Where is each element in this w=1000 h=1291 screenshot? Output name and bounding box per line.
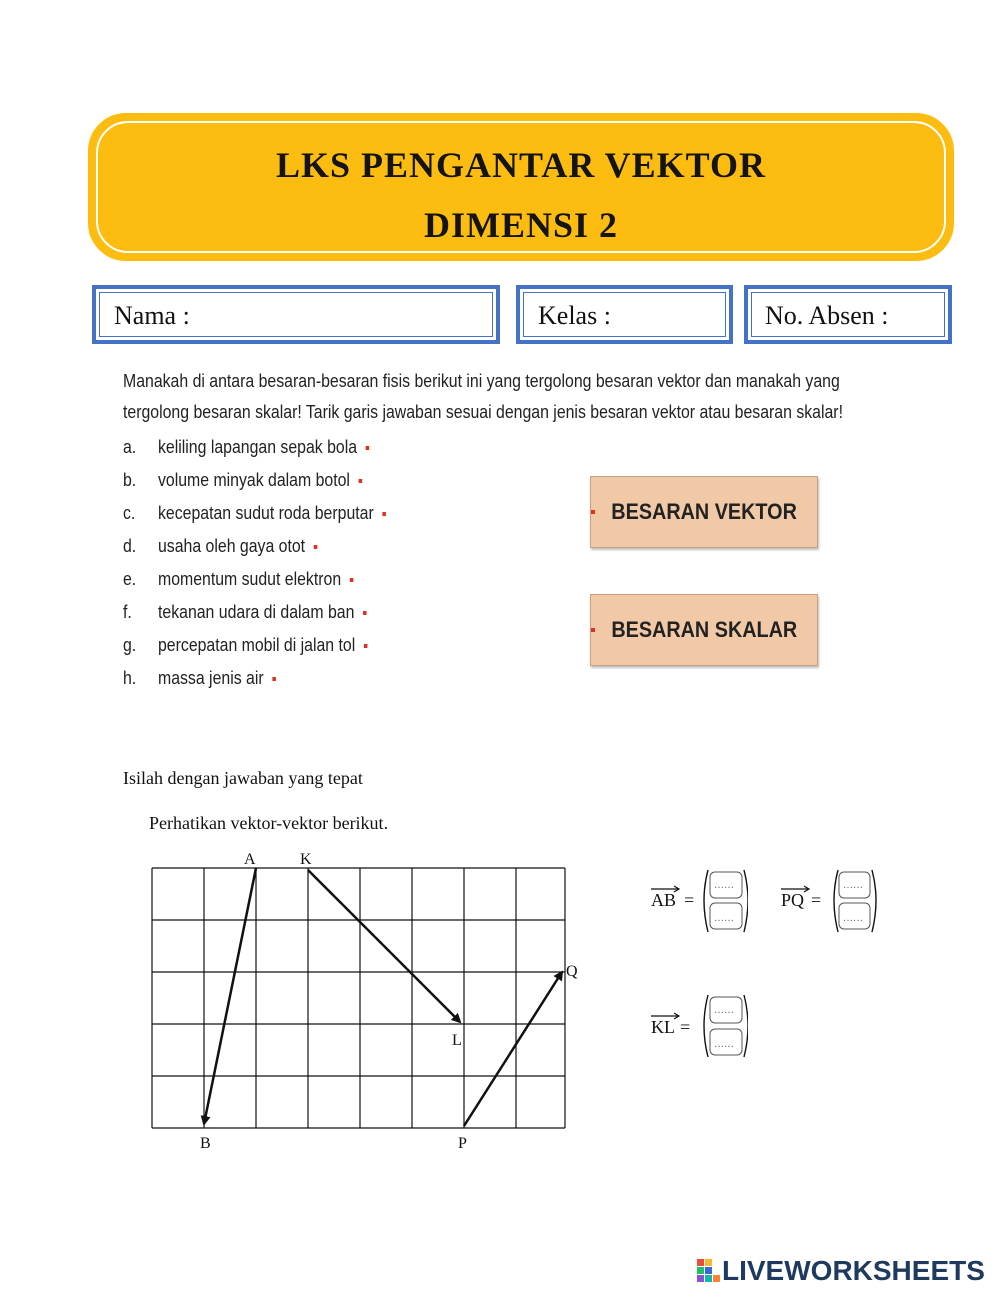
list-item: e. momentum sudut elektron [0, 569, 560, 597]
svg-text:=: = [680, 1017, 691, 1037]
class-field[interactable] [516, 285, 733, 344]
match-dot[interactable] [383, 512, 387, 516]
vector-ab-arrow [204, 868, 256, 1124]
match-dot[interactable] [591, 510, 595, 514]
name-label: Nama : [114, 301, 190, 330]
absen-field[interactable] [744, 285, 952, 344]
svg-text:=: = [811, 890, 822, 910]
match-dot[interactable] [363, 611, 367, 615]
svg-text:……: …… [843, 880, 863, 891]
vector-pq-label: PQ [781, 890, 805, 910]
instruction-line-1: Manakah di antara besaran-besaran fisis berikut ini yang tergolong besaran vektor dan manakah yang [123, 371, 840, 391]
name-field[interactable] [92, 285, 500, 344]
list-item: f. tekanan udara di dalam ban [0, 602, 560, 630]
instruction-line-2: tergolong besaran skalar! Tarik garis jawaban sesuai dengan jenis besaran vektor atau besaran skalar! [123, 402, 843, 422]
point-q-label: Q [566, 963, 578, 980]
list-item: h. massa jenis air [0, 668, 560, 696]
grid-lines [152, 868, 565, 1128]
kl-y-input[interactable] [710, 1029, 742, 1055]
list-item: b. volume minyak dalam botol [0, 470, 560, 498]
kl-x-input[interactable] [710, 997, 742, 1023]
vector-grid-diagram [140, 848, 600, 1158]
target-besaran-vektor[interactable] [590, 476, 818, 548]
target-besaran-skalar[interactable] [590, 594, 818, 666]
svg-text:……: …… [714, 1039, 734, 1050]
vector-kl-label: KL [651, 1017, 675, 1037]
svg-text:……: …… [714, 913, 734, 924]
liveworksheets-logo-icon [696, 1258, 722, 1284]
match-dot[interactable] [364, 644, 368, 648]
ab-y-input[interactable] [710, 903, 742, 929]
vector-kl-arrow [308, 870, 460, 1022]
svg-text:……: …… [714, 880, 734, 891]
match-dot[interactable] [350, 578, 354, 582]
vector-ab-label: AB [651, 890, 677, 910]
point-k-label: K [300, 851, 312, 868]
list-item: c. kecepatan sudut roda berputar [0, 503, 560, 531]
title-line-1: LKS PENGANTAR VEKTOR [275, 145, 767, 185]
title-line-2: DIMENSI 2 [423, 205, 619, 245]
point-b-label: B [200, 1135, 211, 1152]
list-item: g. percepatan mobil di jalan tol [0, 635, 560, 663]
title-banner [88, 113, 954, 261]
section2-subheading: Perhatikan vektor-vektor berikut. [149, 813, 389, 833]
svg-text:……: …… [843, 913, 863, 924]
vector-pq-arrow [464, 972, 562, 1126]
svg-text:=: = [684, 890, 695, 910]
target-skalar-label: BESARAN SKALAR [611, 617, 797, 642]
pq-y-input[interactable] [839, 903, 870, 929]
liveworksheets-logo [696, 1254, 985, 1288]
point-a-label: A [244, 851, 256, 868]
pq-x-input[interactable] [839, 872, 870, 898]
match-dot[interactable] [366, 446, 370, 450]
ab-x-input[interactable] [710, 872, 742, 898]
point-p-label: P [458, 1135, 467, 1152]
svg-text:……: …… [714, 1005, 734, 1016]
match-dot[interactable] [314, 545, 318, 549]
match-dot[interactable] [359, 479, 363, 483]
target-vektor-label: BESARAN VEKTOR [611, 499, 797, 524]
point-l-label: L [452, 1032, 462, 1049]
section2-heading: Isilah dengan jawaban yang tepat [123, 768, 363, 788]
class-label: Kelas : [538, 301, 611, 330]
list-item: a. keliling lapangan sepak bola [0, 437, 560, 465]
match-dot[interactable] [591, 628, 595, 632]
liveworksheets-logo-text: LIVEWORKSHEETS [722, 1255, 985, 1286]
match-dot[interactable] [272, 677, 276, 681]
absen-label: No. Absen : [765, 301, 889, 330]
list-item: d. usaha oleh gaya otot [0, 536, 560, 564]
